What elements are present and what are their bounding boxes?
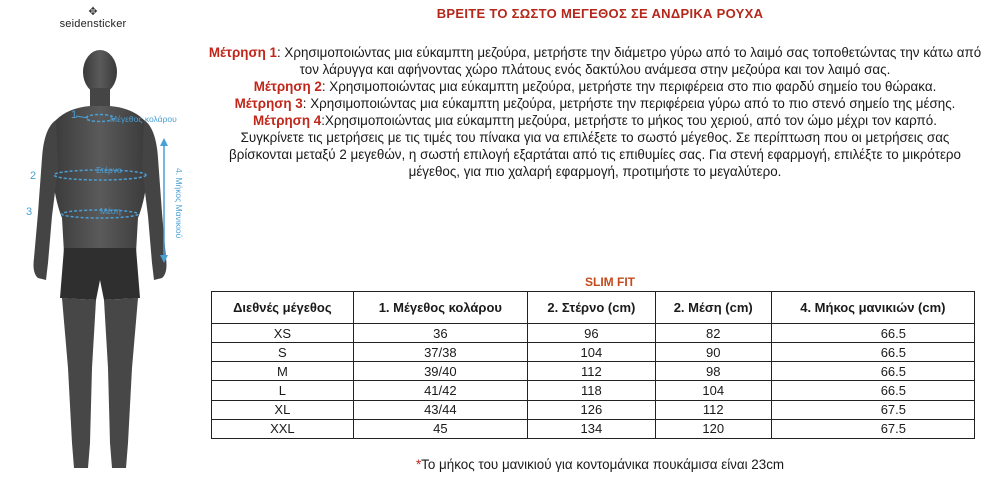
cell-sleeve: 66.5 xyxy=(771,343,974,362)
instruction-3-label: Μέτρηση 3 xyxy=(234,96,303,111)
size-table xyxy=(211,291,975,439)
figure-collar-label: Μέγεθος κολάρου xyxy=(110,114,177,124)
brand-logo xyxy=(48,6,138,30)
instruction-2 xyxy=(208,78,982,95)
figure-chest-label: Στέρνο xyxy=(96,165,122,175)
cell-waist: 120 xyxy=(655,419,771,438)
figure-number-3: 3 xyxy=(26,206,33,218)
page-title: ΒΡΕΙΤΕ ΤΟ ΣΩΣΤΟ ΜΕΓΕΘΟΣ ΣΕ ΑΝΔΡΙΚΑ ΡΟΥΧΑ xyxy=(436,6,764,21)
cell-chest: 104 xyxy=(527,343,655,362)
cell-waist: 90 xyxy=(655,343,771,362)
cell-sleeve: 67.5 xyxy=(771,400,974,419)
cell-chest: 112 xyxy=(527,362,655,381)
cell-waist: 98 xyxy=(655,362,771,381)
cell-sleeve: 67.5 xyxy=(771,419,974,438)
cell-collar: 37/38 xyxy=(353,343,527,362)
table-row xyxy=(212,362,975,381)
table-row xyxy=(212,324,975,343)
left-leg-shape xyxy=(62,298,96,468)
brand-name: seidensticker xyxy=(59,18,127,30)
instruction-1-label: Μέτρηση 1 xyxy=(208,45,277,60)
instruction-2-label: Μέτρηση 2 xyxy=(253,79,322,94)
header-sleeve: 4. Μήκος μανικιών (cm) xyxy=(771,292,974,324)
instruction-3-text: : Χρησιμοποιώντας μια εύκαμπτη μεζούρα, μετρήστε την περιφέρεια γύρω από το πιο στενό σημείο της μέσης. xyxy=(302,96,956,111)
cell-chest: 134 xyxy=(527,419,655,438)
footnote xyxy=(300,457,900,472)
figure-waist-label: Μέση xyxy=(100,206,121,216)
cell-waist: 82 xyxy=(655,324,771,343)
instruction-4-text: :Χρησιμοποιώντας μια εύκαμπτη μεζούρα, μετρήστε το μήκος του χεριού, από τον ώμο μέχρι τον καρπό. xyxy=(321,113,937,128)
instruction-1-text: : Χρησιμοποιώντας μια εύκαμπτη μεζούρα, μετρήστε την διάμετρο γύρω από το λαιμό σας τοποθετώντας την κάτω από τον λάρυγγα και αφήνοντας χώρο πλάτους ενός δακτύλου ανάμεσα στην μεζούρα και τον λαιμό σας. xyxy=(276,45,982,77)
shorts-shape xyxy=(60,248,140,300)
header-chest: 2. Στέρνο (cm) xyxy=(527,292,655,324)
cell-collar: 39/40 xyxy=(353,362,527,381)
figure-number-2: 2 xyxy=(30,170,37,182)
figure-number-1: 1 xyxy=(71,109,78,121)
body-silhouette xyxy=(18,48,208,478)
head-shape xyxy=(83,50,117,94)
compare-text: Συγκρίνετε τις μετρήσεις με τις τιμές του πίνακα για να επιλέξετε το σωστό μέγεθος. Σε περίπτωση που οι μετρήσεις σας βρίσκονται μεταξύ 2 μεγεθών, η σωστή επιλογή εξαρτάται από τις επιθυμίες σας. Για στενή εφαρμογή, επιλέξτε το μικρότερο μέγεθος, για πιο χαλαρή εφαρμογή, προτιμήστε το μεγαλύτερο. xyxy=(229,130,961,179)
cell-sleeve: 66.5 xyxy=(771,362,974,381)
header-waist: 2. Μέση (cm) xyxy=(655,292,771,324)
cell-size: XL xyxy=(212,400,354,419)
right-leg-shape xyxy=(104,298,138,468)
cell-size: XXL xyxy=(212,419,354,438)
instruction-4-label: Μέτρηση 4 xyxy=(253,113,322,128)
cell-collar: 45 xyxy=(353,419,527,438)
table-row xyxy=(212,343,975,362)
cell-sleeve: 66.5 xyxy=(771,381,974,400)
measurement-instructions xyxy=(208,44,982,180)
cell-size: M xyxy=(212,362,354,381)
cell-chest: 118 xyxy=(527,381,655,400)
header-collar: 1. Μέγεθος κολάρου xyxy=(353,292,527,324)
instruction-2-text: : Χρησιμοποιώντας μια εύκαμπτη μεζούρα, μετρήστε την περιφέρεια στο πιο φαρδύ σημείο του θώρακα. xyxy=(321,79,937,94)
cell-collar: 43/44 xyxy=(353,400,527,419)
cell-collar: 41/42 xyxy=(353,381,527,400)
brand-mark-icon: ✥ xyxy=(88,5,98,18)
left-arm-shape xyxy=(34,120,59,280)
cell-chest: 96 xyxy=(527,324,655,343)
table-row xyxy=(212,400,975,419)
footnote-star: * xyxy=(415,457,422,472)
cell-collar: 36 xyxy=(353,324,527,343)
table-header-row xyxy=(212,292,975,324)
footnote-text: Το μήκος του μανικιού για κοντομάνικα πουκάμισα είναι 23cm xyxy=(421,457,785,472)
cell-waist: 112 xyxy=(655,400,771,419)
header-intl-size: Διεθνές μέγεθος xyxy=(212,292,354,324)
figure-sleeve-label: 4. Μήκος Μανικιού xyxy=(174,168,184,239)
cell-chest: 126 xyxy=(527,400,655,419)
instruction-1 xyxy=(208,44,982,78)
table-row xyxy=(212,419,975,438)
cell-sleeve: 66.5 xyxy=(771,324,974,343)
body-measurement-figure xyxy=(18,48,208,478)
cell-size: S xyxy=(212,343,354,362)
instruction-4 xyxy=(208,112,982,129)
instruction-3 xyxy=(208,95,982,112)
cell-waist: 104 xyxy=(655,381,771,400)
cell-size: XS xyxy=(212,324,354,343)
slim-fit-title: SLIM FIT xyxy=(585,275,635,289)
table-row xyxy=(212,381,975,400)
cell-size: L xyxy=(212,381,354,400)
